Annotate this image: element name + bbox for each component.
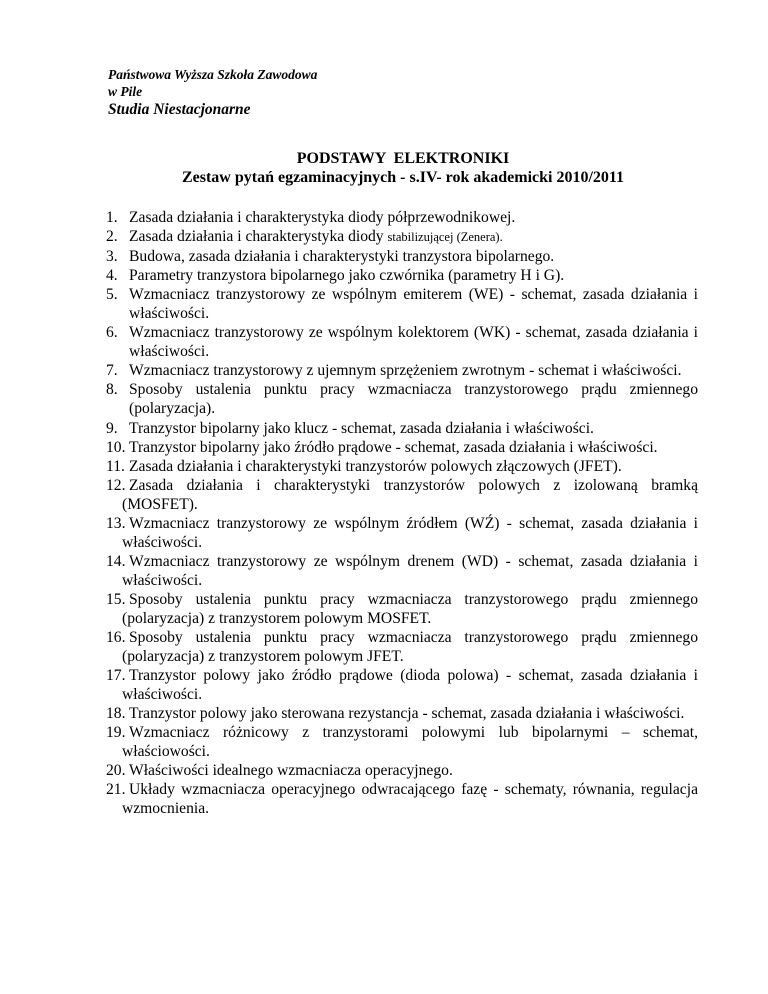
question-text-main: Zasada działania i charakterystyki tranzystorów polowych z izolowaną bramką (MOSFET).: [122, 476, 698, 513]
question-item: [108, 476, 698, 514]
question-text: [129, 286, 698, 322]
question-number: 15.: [106, 590, 126, 608]
question-text: [129, 324, 698, 360]
question-item: [108, 438, 698, 457]
institution-name: Państwowa Wyższa Szkoła Zawodowa: [108, 67, 318, 82]
question-number: 4.: [106, 267, 118, 285]
question-item: [108, 266, 698, 285]
study-mode: Studia Niestacjonarne: [108, 101, 251, 118]
question-item: [108, 590, 698, 628]
question-text: [122, 590, 698, 628]
question-text: [122, 761, 698, 780]
question-item: [108, 419, 698, 438]
question-text: [129, 248, 554, 265]
question-item: [108, 628, 698, 666]
exam-subtitle: Zestaw pytań egzaminacyjnych - s.IV- rok akademicki 2010/2011: [181, 169, 625, 186]
question-number: 12.: [106, 476, 126, 494]
question-number: 17.: [106, 667, 126, 685]
question-number: 10.: [106, 438, 126, 456]
question-item: [108, 208, 698, 227]
question-text-main: Budowa, zasada działania i charakterystyki tranzystora bipolarnego.: [129, 248, 555, 266]
question-number: 5.: [106, 286, 118, 304]
question-item: [108, 457, 698, 476]
question-number: 9.: [106, 419, 118, 437]
question-number: 1.: [106, 209, 118, 226]
question-text-main: Wzmacniacz różnicowy z tranzystorami polowymi lub bipolarnymi – schemat, właściowości.: [122, 724, 698, 761]
question-item: [108, 666, 698, 704]
document-page: [108, 66, 698, 819]
question-text-main: Wzmacniacz tranzystorowy ze wspólnym źródłem (WŹ) - schemat, zasada działania i właściwości.: [122, 514, 698, 551]
question-text-main: Wzmacniacz tranzystorowy ze wspólnym emiterem (WE) - schemat, zasada działania i właściwości.: [129, 286, 698, 323]
question-item: [108, 780, 698, 818]
question-item: [108, 247, 698, 266]
question-text: [122, 476, 698, 514]
question-text: [122, 552, 698, 590]
question-text-main: Zasada działania i charakterystyka diody: [129, 228, 384, 246]
question-text-main: Sposoby ustalenia punktu pracy wzmacniacza tranzystorowego prądu zmiennego (polaryzacja).: [129, 381, 698, 418]
question-list: [108, 208, 698, 819]
question-text: [122, 628, 698, 666]
question-text-main: Wzmacniacz tranzystorowy ze wspólnym drenem (WD) - schemat, zasada działania i właściwości.: [122, 552, 698, 589]
question-text-main: Tranzystor polowy jako sterowana rezystancja - schemat, zasada działania i właściwości.: [129, 705, 685, 723]
question-item: [108, 761, 698, 780]
question-item: [108, 380, 698, 418]
question-text: [122, 666, 698, 704]
question-text-main: Tranzystor bipolarny jako źródło prądowe - schemat, zasada działania i właściwości.: [129, 438, 658, 456]
question-text-main: Zasada działania i charakterystyka diody półprzewodnikowej.: [129, 209, 516, 226]
question-text-main: Wzmacniacz tranzystorowy z ujemnym sprzężeniem zwrotnym - schemat i właściwości.: [129, 362, 682, 380]
document-heading: [108, 149, 698, 187]
question-number: 6.: [106, 324, 118, 342]
question-number: 2.: [106, 228, 118, 246]
question-number: 18.: [106, 705, 126, 723]
question-item: [108, 723, 698, 761]
question-number: 19.: [106, 724, 126, 742]
question-item: [108, 514, 698, 552]
question-text-main: Układy wzmacniacza operacyjnego odwracającego fazę - schematy, równania, regulacja wzmocnienia.: [122, 781, 698, 818]
question-text-main: Tranzystor bipolarny jako klucz - schemat, zasada działania i właściwości.: [129, 419, 594, 437]
question-number: 11.: [106, 457, 125, 475]
question-text: [122, 780, 698, 818]
question-item: [108, 227, 698, 247]
course-title: PODSTAWY ELEKTRONIKI: [296, 150, 510, 167]
question-text-main: Zasada działania i charakterystyki tranzystorów polowych złączowych (JFET).: [129, 457, 622, 475]
question-text-main: Tranzystor polowy jako źródło prądowe (dioda polowa) - schemat, zasada działania i właściwości.: [122, 667, 698, 704]
question-number: 16.: [106, 629, 126, 647]
question-text: [129, 228, 503, 245]
question-text: [122, 704, 698, 723]
question-text: [129, 267, 564, 284]
question-item: [108, 285, 698, 323]
question-text-main: Wzmacniacz tranzystorowy ze wspólnym kolektorem (WK) - schemat, zasada działania i właściwości.: [129, 324, 698, 361]
question-text: [129, 209, 515, 226]
question-item: [108, 323, 698, 361]
question-number: 3.: [106, 248, 118, 266]
question-text: [122, 457, 698, 476]
institution-city: w Pile: [108, 84, 143, 99]
question-text-small: stabilizującej (Zenera).: [387, 230, 503, 245]
question-text-main: Właściwości idealnego wzmacniacza operacyjnego.: [129, 762, 453, 780]
question-text: [129, 362, 682, 379]
question-number: 20.: [106, 762, 126, 780]
question-number: 14.: [106, 552, 126, 570]
question-number: 7.: [106, 362, 118, 380]
question-text: [122, 438, 698, 457]
question-text-main: Sposoby ustalenia punktu pracy wzmacniacza tranzystorowego prądu zmiennego (polaryzacja) z tranzystorem polowym MOSFET.: [122, 590, 698, 627]
question-text-main: Sposoby ustalenia punktu pracy wzmacniacza tranzystorowego prądu zmiennego (polaryzacja) z tranzystorem polowym JFET.: [122, 629, 698, 666]
question-text: [129, 381, 698, 417]
question-item: [108, 361, 698, 380]
question-number: 13.: [106, 514, 126, 532]
question-text: [122, 723, 698, 761]
question-item: [108, 552, 698, 590]
question-text: [122, 514, 698, 552]
question-text: [129, 420, 594, 437]
question-number: 8.: [106, 381, 118, 399]
question-item: [108, 704, 698, 723]
question-text-main: Parametry tranzystora bipolarnego jako czwórnika (parametry H i G).: [129, 267, 565, 285]
question-number: 21.: [106, 781, 126, 799]
